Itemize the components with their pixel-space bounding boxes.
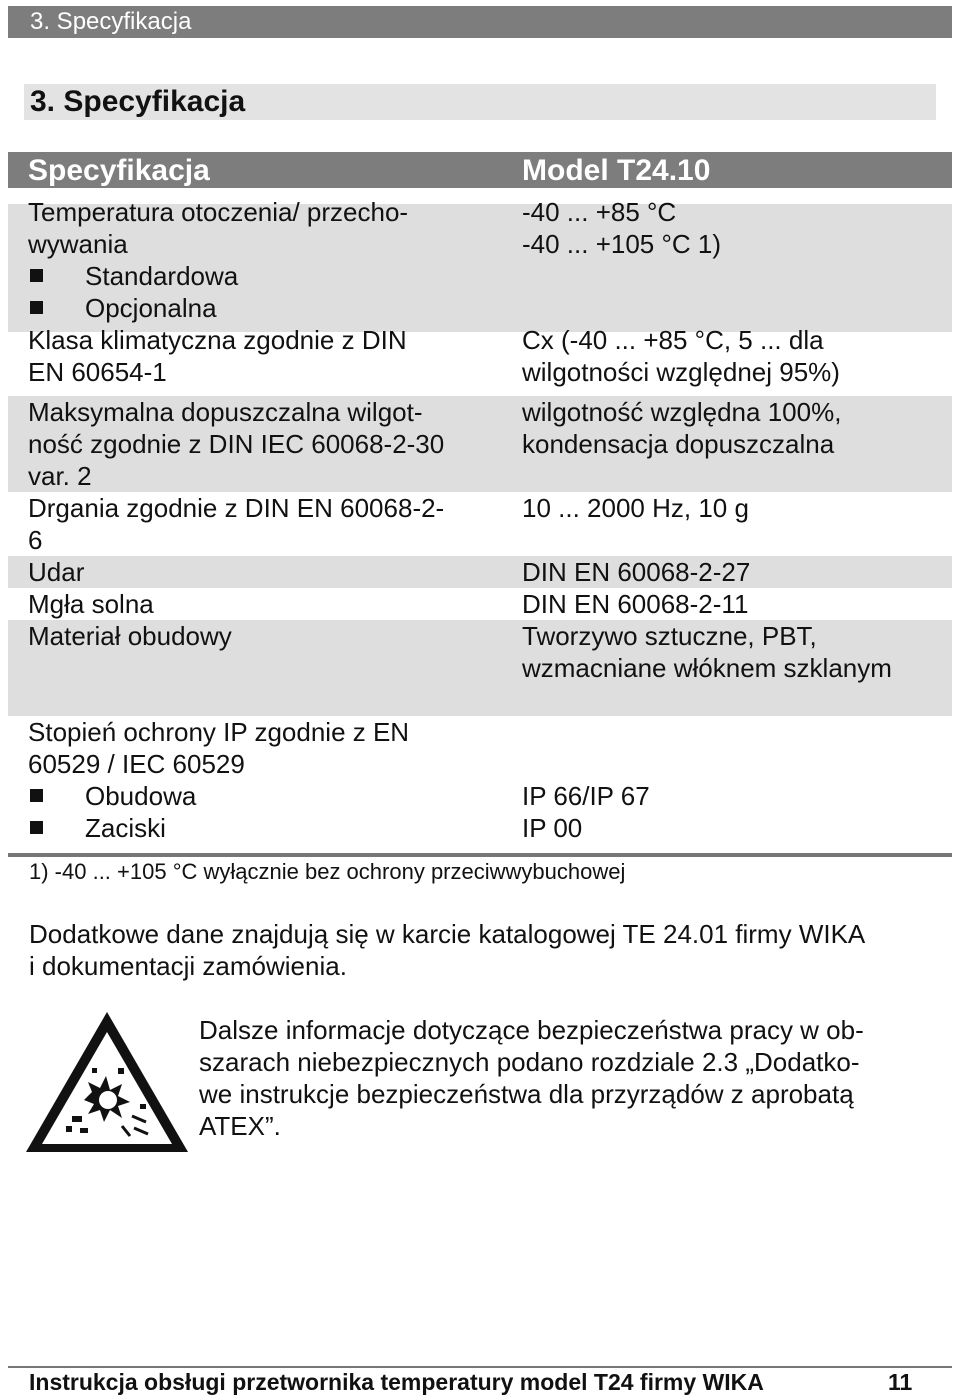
footnote: 1) -40 ... +105 °C wyłącznie bez ochrony przeciwwybuchowej: [29, 859, 626, 884]
bullet-item: Obudowa: [28, 780, 498, 812]
row-label: Maksymalna dopuszczalna wilgot- ność zgodnie z DIN IEC 60068-2-30 var. 2: [28, 397, 445, 491]
section-heading: [24, 84, 936, 120]
table-row: [8, 197, 952, 332]
row-label: Klasa klimatyczna zgodnie z DIN EN 60654-1: [28, 325, 407, 387]
bullet-square-icon: [30, 789, 43, 802]
row-value: -40 ... +85 °C -40 ... +105 °C 1): [522, 197, 721, 259]
bullet-item: Standardowa: [28, 260, 498, 292]
table-row: [8, 556, 952, 588]
row-value: DIN EN 60068-2-11: [522, 589, 749, 619]
table-row: [8, 620, 952, 716]
row-label: Materiał obudowy: [28, 621, 232, 651]
page-header-bar: [8, 6, 952, 38]
table-row: [8, 492, 952, 556]
bullet-square-icon: [30, 301, 43, 314]
page-number: 11: [888, 1369, 913, 1395]
row-label: Drgania zgodnie z DIN EN 60068-2- 6: [28, 493, 445, 555]
bullet-square-icon: [30, 269, 43, 282]
table-row: [8, 716, 952, 844]
table-row: [8, 325, 952, 396]
row-value: wilgotność względna 100%, kondensacja dopuszczalna: [522, 397, 842, 459]
table-header-model: Model T24.10: [522, 154, 711, 187]
spec-table: [8, 152, 952, 844]
bullet-item: Opcjonalna: [28, 292, 498, 324]
row-label: Mgła solna: [28, 589, 154, 619]
explosion-warning-icon: [22, 1008, 192, 1156]
additional-info-paragraph: Dodatkowe dane znajdują się w karcie katalogowej TE 24.01 firmy WIKA i dokumentacji zamówienia.: [29, 919, 866, 981]
row-value: Tworzywo sztuczne, PBT, wzmacniane włóknem szklanym: [522, 621, 892, 683]
table-row: [8, 396, 952, 492]
table-header-row: [8, 152, 952, 188]
bullet-square-icon: [30, 821, 43, 834]
bullet-item: Zaciski: [28, 812, 498, 844]
row-value: IP 66/IP 67 IP 00: [522, 781, 650, 843]
page-header-title: 3. Specyfikacja: [30, 8, 192, 35]
warning-text: Dalsze informacje dotyczące bezpieczeństwa pracy w ob- szarach niebezpiecznych podano rozdziale 2.3 „Dodatko- we instrukcje bezpieczeństwa dla przyrządów z aprobatą ATEX”.: [199, 1015, 864, 1141]
table-row: [8, 588, 952, 620]
row-value: Cx (-40 ... +85 °C, 5 ... dla wilgotności względnej 95%): [522, 325, 840, 387]
row-value: 10 ... 2000 Hz, 10 g: [522, 493, 749, 523]
footer-title: Instrukcja obsługi przetwornika temperatury model T24 firmy WIKA: [29, 1369, 764, 1395]
table-header-spec: Specyfikacja: [28, 154, 210, 187]
row-value: DIN EN 60068-2-27: [522, 557, 751, 587]
table-bottom-rule: [8, 853, 952, 857]
row-label: Udar: [28, 557, 85, 587]
section-title: 3. Specyfikacja: [30, 85, 246, 118]
row-label: Stopień ochrony IP zgodnie z EN 60529 / IEC 60529 Obudowa Zaciski: [28, 716, 498, 844]
row-label: Temperatura otoczenia/ przecho- wywania Standardowa Opcjonalna: [28, 196, 498, 324]
